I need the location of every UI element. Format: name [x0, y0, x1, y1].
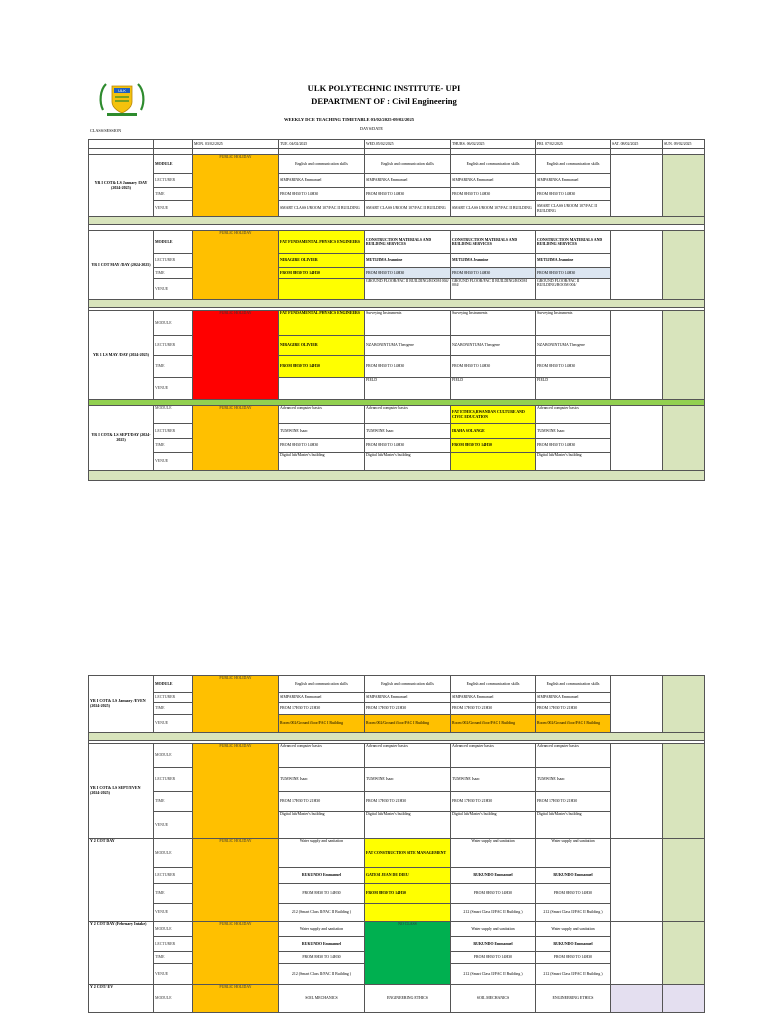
public-holiday-cell: PUBLIC HOLIDAY	[193, 155, 279, 217]
venue-cell: Digital lab/Master's building	[279, 812, 365, 839]
lecturer-cell: SIMPARINKA Emmanuel	[451, 174, 536, 188]
row-label: MODULE	[154, 985, 193, 1013]
time-cell: FROM 8H30 TO 14H30	[365, 188, 451, 201]
time-cell: FROM 8H30 TO 14H30	[279, 188, 365, 201]
venue-cell: FIELD	[536, 378, 611, 400]
time-cell: FROM 8H30 TO 14H30	[536, 268, 611, 279]
section-separator	[89, 217, 705, 225]
venue-cell: Digital lab/Master's building	[365, 453, 451, 471]
time-cell: FROM 8H30 TO 14H30	[279, 268, 365, 279]
lecturer-cell: RUKUNDO Emmanuel	[451, 937, 536, 952]
section-separator	[89, 733, 705, 741]
days-date-label: DAYS/DATE	[360, 126, 383, 131]
time-cell: FROM 17H30 TO 21H30	[536, 792, 611, 812]
class-session-cell: YR I COT& LS January /EVEN (2024-2025)	[89, 676, 154, 733]
time-cell: FROM 8H30 TO 14H30	[451, 439, 536, 453]
module-cell: SOIL MECHANICS	[451, 985, 536, 1013]
venue-cell	[451, 453, 536, 471]
lecturer-cell: RUKUNDO Emmanuel	[536, 937, 611, 952]
row-label: LECTURER	[154, 174, 193, 188]
table-row	[89, 155, 705, 174]
module-cell: English and communication skills	[451, 155, 536, 174]
day-header: FRI. 07/02/2025	[536, 140, 611, 149]
lecturer-cell: NZABONINTUMA Theogene	[536, 336, 611, 356]
module-cell: SOIL MECHANICS	[279, 985, 365, 1013]
time-cell: FROM 8H30 TO 14H30	[365, 268, 451, 279]
institute-name: ULK POLYTECHNIC INSTITUTE- UPI	[307, 83, 461, 93]
row-label: TIME	[154, 188, 193, 201]
module-cell: Surveying Instruments	[451, 311, 536, 336]
day-header: THURS. 06/02/2025	[451, 140, 536, 149]
row-label: TIME	[154, 884, 193, 904]
row-label: VENUE	[154, 964, 193, 985]
module-cell: English and communication skills	[279, 155, 365, 174]
time-cell: FROM 8H30 TO 14H30	[536, 952, 611, 964]
module-cell: FAT ETHICS,RWANDAN CULTURE AND CIVIC EDUCATION	[451, 406, 536, 424]
class-session-label: CLASS/SESSION	[90, 128, 122, 133]
public-holiday-cell: PUBLIC HOLIDAY	[193, 231, 279, 300]
lecturer-cell: GATESI JEAN DE DIEU	[365, 868, 451, 884]
row-label: MODULE	[154, 744, 193, 768]
venue-cell: Digital lab/Master's building	[365, 812, 451, 839]
lecturer-cell: NZABONINTUMA Theogene	[365, 336, 451, 356]
time-cell: FROM 17H30 TO 21H30	[365, 703, 451, 715]
module-cell: Water supply and sanitation	[279, 922, 365, 937]
module-cell: Surveying Instruments	[536, 311, 611, 336]
module-cell: Advanced computer basics	[365, 744, 451, 768]
day-header: SAT. 08/02/2025	[611, 140, 663, 149]
lecturer-cell: TUMWINE Isaac	[279, 768, 365, 792]
class-session-cell: YR I COT& LS SEPT/EVEN (2024-2025)	[89, 744, 154, 839]
public-holiday-cell: PUBLIC HOLIDAY	[193, 839, 279, 922]
time-cell: FROM 8H30 TO 14H30	[451, 188, 536, 201]
public-holiday-cell: PUBLIC HOLIDAY	[193, 676, 279, 733]
module-cell: Advanced computer basics	[365, 406, 451, 424]
time-cell: FROM 8H30 TO 14H30	[365, 884, 451, 904]
row-label: LECTURER	[154, 868, 193, 884]
day-header: WED.05/02/2025	[365, 140, 451, 149]
lecturer-cell: RUKUNDO Emmanuel	[536, 868, 611, 884]
row-label: VENUE	[154, 715, 193, 733]
venue-cell: GROUND FLOOR/FAC II BUILDING/ROOM 004/	[536, 279, 611, 300]
lecturer-cell: SIMPARINKA Emmanuel	[279, 693, 365, 703]
class-session-cell: YR 1 LS MAY /DAY (2024-2025)	[89, 311, 154, 400]
time-cell: FROM 8H30 TO 14H30	[451, 356, 536, 378]
venue-cell	[279, 279, 365, 300]
section-separator	[89, 300, 705, 308]
venue-cell	[365, 904, 451, 922]
row-label: LECTURER	[154, 693, 193, 703]
module-cell: Advanced computer basics	[451, 744, 536, 768]
module-cell: English and communication skills	[365, 155, 451, 174]
class-session-cell: Y 2 COT DAY (February Intake)	[89, 922, 154, 985]
module-cell: FAT FUNDAMENTAL PHYSICS ENGINEERS	[279, 231, 365, 254]
row-label: LECTURER	[154, 937, 193, 952]
time-cell: FROM 17H30 TO 21H30	[451, 792, 536, 812]
lecturer-cell: TUMWINE Isaac	[451, 768, 536, 792]
venue-cell: Room 002/Ground floor/FAC I Building	[365, 715, 451, 733]
row-label: MODULE	[154, 406, 193, 424]
time-cell: FROM 8H30 TO 14H30	[451, 952, 536, 964]
module-cell: Water supply and sanitation	[536, 922, 611, 937]
venue-cell: SMART CLASS I/ROOM 107/FAC II BUILDING	[451, 201, 536, 217]
venue-cell: Digital lab/Master's building	[536, 453, 611, 471]
time-cell: FROM 8H30 TO 14H30	[451, 268, 536, 279]
lecturer-cell: RUKUNDO Emmanuel	[279, 868, 365, 884]
lecturer-cell: NIRAGIRE OLIVIER	[279, 254, 365, 268]
public-holiday-cell: PUBLIC HOLIDAY	[193, 311, 279, 400]
venue-cell: 212 (Smart Class II/FAC II Building )	[279, 964, 365, 985]
public-holiday-cell: PUBLIC HOLIDAY	[193, 406, 279, 471]
module-cell: Water supply and sanitation	[451, 839, 536, 868]
timetable-bottom	[88, 675, 704, 1013]
row-label: LECTURER	[154, 336, 193, 356]
row-label: MODULE	[154, 231, 193, 254]
venue-cell: Room 002/Ground floor/FAC I Building	[451, 715, 536, 733]
row-label: TIME	[154, 268, 193, 279]
module-cell: English and communication skills	[536, 676, 611, 693]
venue-cell: 212 (Smart Class II/FAC II Building )	[451, 964, 536, 985]
day-header: MON. 03/02/2025	[193, 140, 279, 149]
row-label: LECTURER	[154, 768, 193, 792]
public-holiday-cell: PUBLIC HOLIDAY	[193, 744, 279, 839]
module-cell: English and communication skills	[365, 676, 451, 693]
row-label: TIME	[154, 356, 193, 378]
venue-cell: SMART CLASS I/ROOM 107/FAC II BUILDING	[279, 201, 365, 217]
venue-cell: 212 (Smart Class II/FAC II Building )	[279, 904, 365, 922]
no-class-cell: NO CLASS	[365, 922, 451, 985]
time-cell: FROM 8H30 TO 14H30	[279, 952, 365, 964]
lecturer-cell: SIMPARINKA Emmanuel	[536, 174, 611, 188]
class-session-cell: YR I COT& LS January /DAY (2024-2025)	[89, 155, 154, 217]
time-cell: FROM 17H30 TO 21H30	[451, 703, 536, 715]
venue-cell: 212 (Smart Class II/FAC II Building )	[451, 904, 536, 922]
venue-cell: SMART CLASS I/ROOM 107/FAC II BUILDING	[365, 201, 451, 217]
venue-cell: Digital lab/Master's building	[536, 812, 611, 839]
time-cell: FROM 8H30 TO 14H30	[536, 188, 611, 201]
module-cell: Advanced computer basics	[279, 406, 365, 424]
venue-cell: FIELD	[451, 378, 536, 400]
module-cell: FAT CONSTRUCTION SITE MANAGEMENT	[365, 839, 451, 868]
module-cell: Surveying Instruments	[365, 311, 451, 336]
lecturer-cell: TUMWINE Isaac	[536, 424, 611, 439]
venue-cell: 212 (Smart Class II/FAC II Building )	[536, 904, 611, 922]
time-cell: FROM 8H30 TO 14H30	[365, 439, 451, 453]
module-cell: Water supply and sanitation	[451, 922, 536, 937]
module-cell: Advanced computer basics	[536, 744, 611, 768]
public-holiday-cell: PUBLIC HOLIDAY	[193, 985, 279, 1013]
module-cell: ENGINEERING ETHICS	[365, 985, 451, 1013]
lecturer-cell: TUMWINE Isaac	[279, 424, 365, 439]
row-label: VENUE	[154, 378, 193, 400]
timetable-title: WEEKLY DCE TEACHING TIMETABLE 03/02/2025-09/02/2025	[283, 117, 415, 122]
module-cell: Advanced computer basics	[536, 406, 611, 424]
row-label: LECTURER	[154, 424, 193, 439]
module-cell: CONSTRUCTION MATERIALS AND BUILDING SERVICES	[536, 231, 611, 254]
time-cell: FROM 17H30 TO 21H30	[365, 792, 451, 812]
day-header-row	[89, 140, 705, 149]
module-cell: CONSTRUCTION MATERIALS AND BUILDING SERVICES	[451, 231, 536, 254]
timetable-day-classes	[88, 139, 705, 481]
lecturer-cell: SIMPARINKA Emmanuel	[365, 693, 451, 703]
lecturer-cell: RUKUNDO Emmanuel	[279, 937, 365, 952]
time-cell: FROM 17H30 TO 21H30	[279, 703, 365, 715]
module-cell: Advanced computer basics	[279, 744, 365, 768]
svg-text:ULK: ULK	[118, 88, 126, 93]
module-cell: ENGINEERING ETHICS	[536, 985, 611, 1013]
lecturer-cell: TUMWINE Isaac	[536, 768, 611, 792]
lecturer-cell: TUMWINE Isaac	[365, 424, 451, 439]
lecturer-cell: SIMPARINKA Emmanuel	[451, 693, 536, 703]
lecturer-cell: SIMPARINKA Emmanuel	[365, 174, 451, 188]
lecturer-cell: MUTIJIMA Jeannine	[536, 254, 611, 268]
row-label: TIME	[154, 952, 193, 964]
row-label: TIME	[154, 703, 193, 715]
row-label: MODULE	[154, 676, 193, 693]
row-label: VENUE	[154, 201, 193, 217]
lecturer-cell: IRAHA SOLANGE	[451, 424, 536, 439]
timetable-top	[88, 139, 704, 481]
row-label: MODULE	[154, 922, 193, 937]
time-cell: FROM 17H30 TO 21H30	[279, 792, 365, 812]
module-cell: English and communication skills	[536, 155, 611, 174]
row-label: VENUE	[154, 453, 193, 471]
venue-cell	[279, 378, 365, 400]
venue-cell: Digital lab/Master's building	[279, 453, 365, 471]
row-label: VENUE	[154, 904, 193, 922]
lecturer-cell: NIRAGIRE OLIVIER	[279, 336, 365, 356]
row-label: MODULE	[154, 311, 193, 336]
lecturer-cell: MUTIJIMA Jeannine	[451, 254, 536, 268]
module-cell: English and communication skills	[279, 676, 365, 693]
venue-cell: GROUND FLOOR/FAC II BUILDING/ROOM 004/	[365, 279, 451, 300]
row-label: VENUE	[154, 279, 193, 300]
venue-cell: Room 002/Ground floor/FAC I Building	[536, 715, 611, 733]
lecturer-cell: RUKUNDO Emmanuel	[451, 868, 536, 884]
row-label: MODULE	[154, 839, 193, 868]
day-header: SUN. 09/02/2025	[663, 140, 705, 149]
row-label: TIME	[154, 792, 193, 812]
time-cell: FROM 8H30 TO 14H30	[279, 884, 365, 904]
department-name: DEPARTMENT OF : Civil Engineering	[311, 96, 457, 106]
row-label: TIME	[154, 439, 193, 453]
module-cell: English and communication skills	[451, 676, 536, 693]
time-cell: FROM 17H30 TO 21H30	[536, 703, 611, 715]
venue-cell: Room 002/Ground floor/FAC I Building	[279, 715, 365, 733]
module-cell: Water supply and sanitation	[536, 839, 611, 868]
module-cell: FAT FUNDAMENTAL PHYSICS ENGINEERS	[279, 311, 365, 336]
time-cell: FROM 8H30 TO 14H30	[279, 356, 365, 378]
time-cell: FROM 8H30 TO 14H30	[536, 439, 611, 453]
public-holiday-cell: PUBLIC HOLIDAY	[193, 922, 279, 985]
row-label: VENUE	[154, 812, 193, 839]
venue-cell: GROUND FLOOR/FAC II BUILDING/ROOM 004/	[451, 279, 536, 300]
time-cell: FROM 8H30 TO 14H30	[451, 884, 536, 904]
timetable-evening-classes	[88, 675, 705, 1013]
lecturer-cell: SIMPARINKA Emmanuel	[536, 693, 611, 703]
venue-cell: 212 (Smart Class II/FAC II Building )	[536, 964, 611, 985]
day-header: TUE. 04/02/2025	[279, 140, 365, 149]
class-session-cell: YR I COT& LS SEPT/DAY (2024-2025)	[89, 406, 154, 471]
lecturer-cell: SIMPARINKA Emmanuel	[279, 174, 365, 188]
time-cell: FROM 8H30 TO 14H30	[536, 884, 611, 904]
module-cell: Water supply and sanitation	[279, 839, 365, 868]
time-cell: FROM 8H30 TO 14H30	[365, 356, 451, 378]
venue-cell: Digital lab/Master's building	[451, 812, 536, 839]
lecturer-cell: NZABONINTUMA Theogene	[451, 336, 536, 356]
section-separator	[89, 471, 705, 481]
venue-cell: SMART CLASS I/ROOM 107/FAC II BUILDING	[536, 201, 611, 217]
lecturer-cell: TUMWINE Isaac	[365, 768, 451, 792]
class-session-cell: Y 2 COT/ EV	[89, 985, 154, 1013]
time-cell: FROM 8H30 TO 14H30	[279, 439, 365, 453]
time-cell: FROM 8H30 TO 14H30	[536, 356, 611, 378]
module-cell: CONSTRUCTION MATERIALS AND BUILDING SERVICES	[365, 231, 451, 254]
class-session-cell: Y 2 COT DAY	[89, 839, 154, 922]
row-label: MODULE	[154, 155, 193, 174]
row-label: LECTURER	[154, 254, 193, 268]
venue-cell: FIELD	[365, 378, 451, 400]
class-session-cell: YR I COT MAY /DAY (2024-2025)	[89, 231, 154, 300]
lecturer-cell: MUTIJIMA Jeannine	[365, 254, 451, 268]
